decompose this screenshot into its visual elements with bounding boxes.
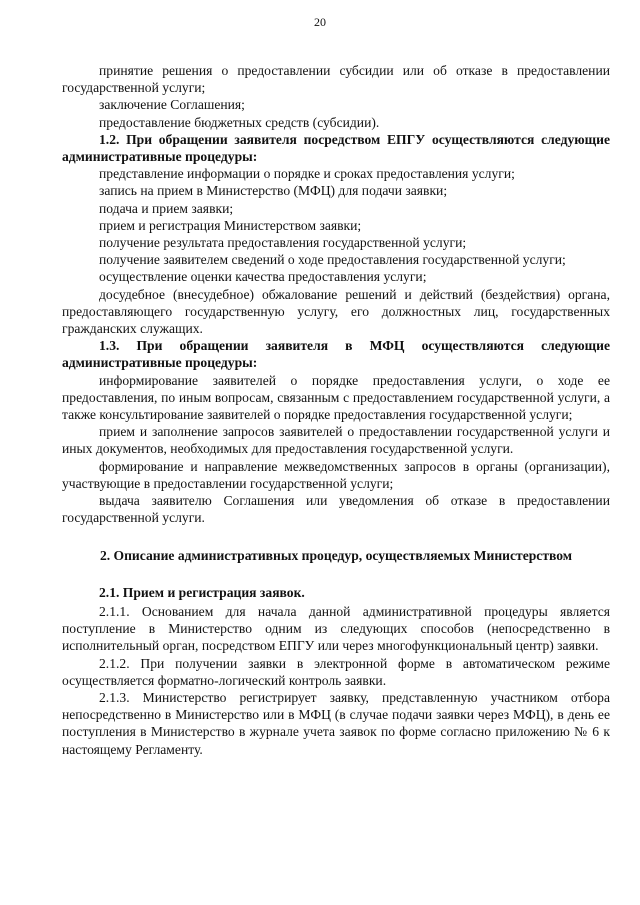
paragraph: запись на прием в Министерство (МФЦ) для подачи заявки; [99,183,448,199]
paragraph: формирование и направление межведомственных запросов в органы (организации), участвующие в предоставлении государственной услуги; [62,458,610,491]
paragraph: получение результата предоставления государственной услуги; [99,235,467,251]
paragraph: заключение Соглашения; [99,97,245,113]
paragraph: информирование заявителей о порядке предоставления услуги, о ходе ее предоставления, по иным вопросам, связанным с предоставлением государственной услуги, а также консультирование заявителей о порядке предоставления государственной услуги; [62,372,610,423]
page-number: 20 [314,15,326,29]
subsection-heading: 2.1. Прием и регистрация заявок. [99,584,305,600]
paragraph: прием и регистрация Министерством заявки; [99,217,362,233]
section-heading: 2. Описание административных процедур, осуществляемых Министерством [99,548,573,564]
paragraph: досудебное (внесудебное) обжалование решений и действий (бездействия) органа, предоставляющего государственную услугу, его должностных лиц, государственных гражданских служащих. [62,286,610,337]
paragraph: 2.1.1. Основанием для начала данной административной процедуры является поступление в Министерство одним из следующих способов (непосредственно в исполнительный орган, посредством ЕПГУ или через многофункциональный центр) заявки. [62,603,610,654]
subsection-heading: 1.3. При обращении заявителя в МФЦ осуществляются следующие административные процедуры: [62,338,610,371]
paragraph: 2.1.2. При получении заявки в электронной форме в автоматическом режиме осуществляется форматно-логический контроль заявки. [62,655,610,688]
subsection-heading: 1.2. При обращении заявителя посредством ЕПГУ осуществляются следующие административные процедуры: [62,131,610,165]
paragraph: представление информации о порядке и сроках предоставления услуги; [99,166,515,182]
paragraph: 2.1.3. Министерство регистрирует заявку, представленную участником отбора непосредственно в Министерство или в МФЦ (в случае подачи заявки через МФЦ), в день ее поступления в Министерство в журнале учета заявок по форме согласно приложению № 6 к настоящему Регламенту. [62,689,610,757]
paragraph: выдача заявителю Соглашения или уведомления об отказе в предоставлении государственной услуги. [62,493,610,526]
paragraph: принятие решения о предоставлении субсидии или об отказе в предоставлении государственной услуги; [62,63,610,96]
paragraph: подача и прием заявки; [99,200,234,216]
paragraph: получение заявителем сведений о ходе предоставления государственной услуги; [99,252,566,268]
document-body [62,62,610,758]
paragraph: предоставление бюджетных средств (субсидии). [99,114,380,130]
paragraph: осуществление оценки качества предоставления услуги; [99,269,427,285]
paragraph: прием и заполнение запросов заявителей о предоставлении государственной услуги и иных документов, необходимых для предоставления государственной услуги. [62,424,610,457]
